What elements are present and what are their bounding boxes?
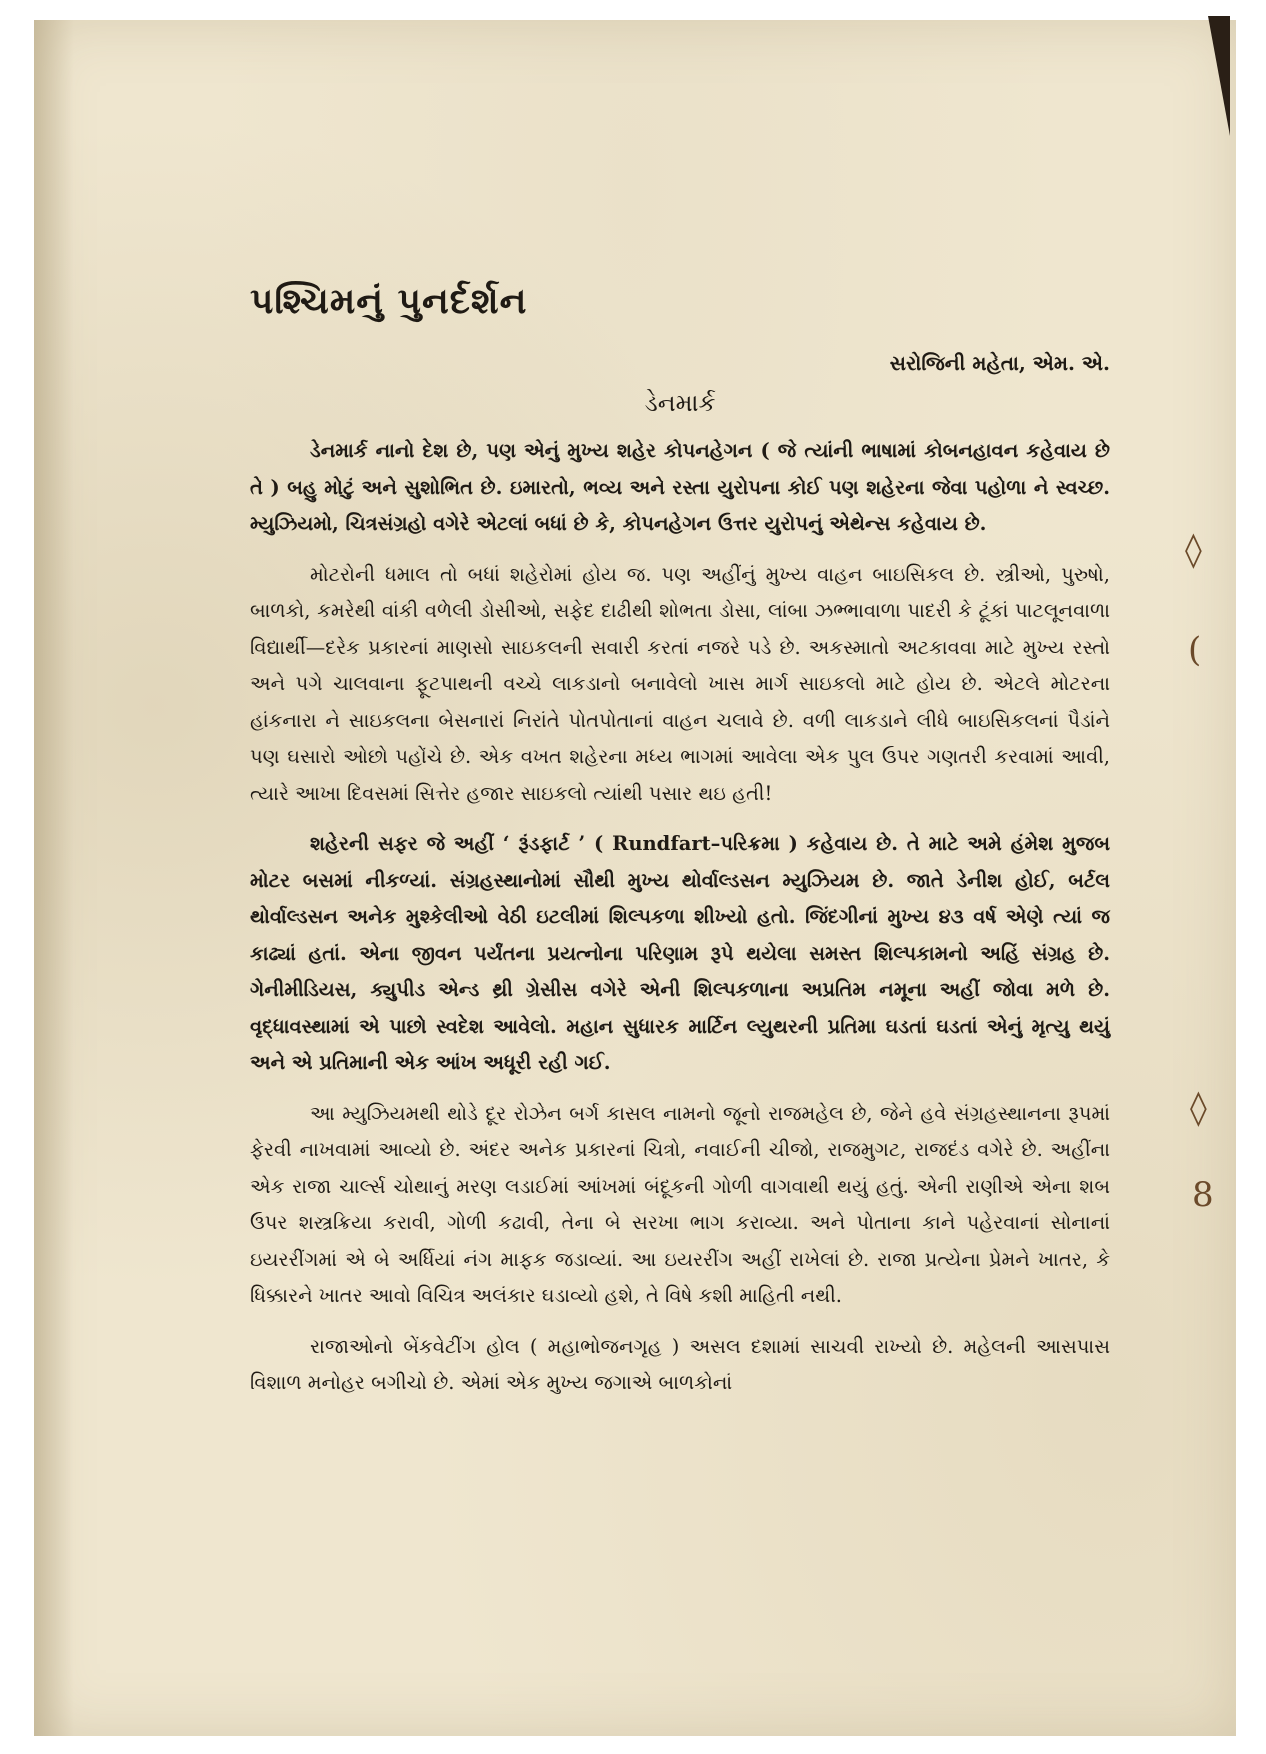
article-title: પશ્ચિમનું પુનર્દર્શન [250,280,528,322]
margin-mark: ( [1188,630,1202,670]
paragraph: ડેનમાર્ક નાનો દેશ છે, પણ એનું મુખ્ય શહેર કોપનહેગન ( જે ત્યાંની ભાષામાં કોબનહાવન કહેવાય છે તે ) બહુ મોટું અને સુશોભિત છે. ઇમારતો, ભવ્ય અને રસ્તા યુરોપના કોઈ પણ શહેરના જેવા પહોળા ને સ્વચ્છ. મ્યુઝિયમો, ચિત્રસંગ્રહો વગેરે એટલાં બધાં છે કે, કોપનહેગન ઉત્તર યુરોપનું એથેન્સ કહેવાય છે. [250,439,1110,535]
paragraph: શહેરની સફર જે અહીં ‘ રૂંડફાર્ટ ’ ( Rundfart–પરિક્રમા ) કહેવાય છે. તે માટે અમે હંમેશ મુજબ મોટર બસમાં નીકળ્યાં. સંગ્રહસ્થાનોમાં સૌથી મુખ્ય થોર્વાલ્ડસન મ્યુઝિયમ છે. જાતે ડેનીશ હોઈ, બર્ટલ થોર્વાલ્ડસન અનેક મુશ્કેલીઓ વેઠી ઇટલીમાં શિલ્પકળા શીખ્યો હતો. જિંદગીનાં મુખ્ય ૪૩ વર્ષ એણે ત્યાં જ કાઢ્યાં હતાં. એના જીવન પર્યંતના પ્રયત્નોના પરિણામ રૂપે થયેલા સમસ્ત શિલ્પકામનો અહિં સંગ્રહ છે. ગેનીમીડિયસ, ક્યુપીડ એન્ડ થ્રી ગ્રેસીસ વગેરે એની શિલ્પકળાના અપ્રતિમ નમૂના અહીં જોવા મળે છે. વૃદ્ધાવસ્થામાં એ પાછો સ્વદેશ આવેલો. મહાન સુધારક માર્ટિન લ્યુથરની પ્રતિમા ઘડતાં ઘડતાં એનું મૃત્યુ થયું અને એ પ્રતિમાની એક આંખ અધૂરી રહી ગઈ. [250,832,1110,1074]
article-author: સરોજિની મહેતા, એમ. એ. [889,351,1110,375]
paragraph: રાજાઓનો બેંકવેટીંગ હોલ ( મહાભોજનગૃહ ) અસલ દશામાં સાચવી રાખ્યો છે. મહેલની આસપાસ વિશાળ મનોહર બગીચો છે. એમાં એક મુખ્ય જગાએ બાળકોનાં [250,1334,1110,1394]
paragraph: આ મ્યુઝિયમથી થોડે દૂર રોઝેન બર્ગ કાસલ નામનો જૂનો રાજમહેલ છે, જેને હવે સંગ્રહસ્થાનના રૂપમાં ફેરવી નાખવામાં આવ્યો છે. અંદર અનેક પ્રકારનાં ચિત્રો, નવાઈની ચીજો, રાજમુગટ, રાજદંડ વગેરે છે. અહીંના એક રાજા ચાર્લ્સ ચોથાનું મરણ લડાઈમાં આંખમાં બંદૂકની ગોળી વાગવાથી થયું હતું. એની રાણીએ એના શબ ઉપર શસ્ત્રક્રિયા કરાવી, ગોળી કઢાવી, તેના બે સરખા ભાગ કરાવ્યા. અને પોતાના કાને પહેરવાનાં સોનાનાં ઇયરરીંગમાં એ બે અર્ધિયાં નંગ માફક જડાવ્યાં. આ ઇયરરીંગ અહીં રાખેલાં છે. રાજા પ્રત્યેના પ્રેમને ખાતર, કે ધિક્કારને ખાતર આવો વિચિત્ર અલંકાર ઘડાવ્યો હશે, તે વિષે કશી માહિતી નથી. [250,1101,1110,1307]
article [250,280,1110,1416]
paragraph: મોટરોની ધમાલ તો બધાં શહેરોમાં હોય જ. પણ અહીંનું મુખ્ય વાહન બાઇસિકલ છે. સ્ત્રીઓ, પુરુષો, બાળકો, કમરેથી વાંકી વળેલી ડોસીઓ, સફેદ દાઢીથી શોભતા ડોસા, લાંબા ઝભ્ભાવાળા પાદરી કે ટૂંકાં પાટલૂનવાળા વિદ્યાર્થી—દરેક પ્રકારનાં માણસો સાઇકલની સવારી કરતાં નજરે પડે છે. અકસ્માતો અટકાવવા માટે મુખ્ય રસ્તો અને પગે ચાલવાના ફૂટપાથની વચ્ચે લાકડાનો બનાવેલો ખાસ માર્ગ સાઇકલો માટે હોય છે. એટલે મોટરના હાંકનારા ને સાઇકલના બેસનારાં નિરાંતે પોતપોતાનાં વાહન ચલાવે છે. વળી લાકડાને લીધે બાઇસિકલનાં પૈડાંને પણ ઘસારો ઓછો પહોંચે છે. એક વખત શહેરના મધ્ય ભાગમાં આવેલા એક પુલ ઉપર ગણતરી કરવામાં આવી, ત્યારે આખા દિવસમાં સિત્તેર હજાર સાઇકલો ત્યાંથી પસાર થઇ હતી! [250,562,1110,805]
margin-mark: ◊ [1190,1088,1207,1128]
margin-mark: 8 [1192,1175,1214,1215]
torn-corner [1208,16,1230,136]
margin-mark: ◊ [1185,530,1202,570]
paper-left-edge [34,20,74,1736]
section-heading: ડેનમાર્ક [644,389,716,417]
